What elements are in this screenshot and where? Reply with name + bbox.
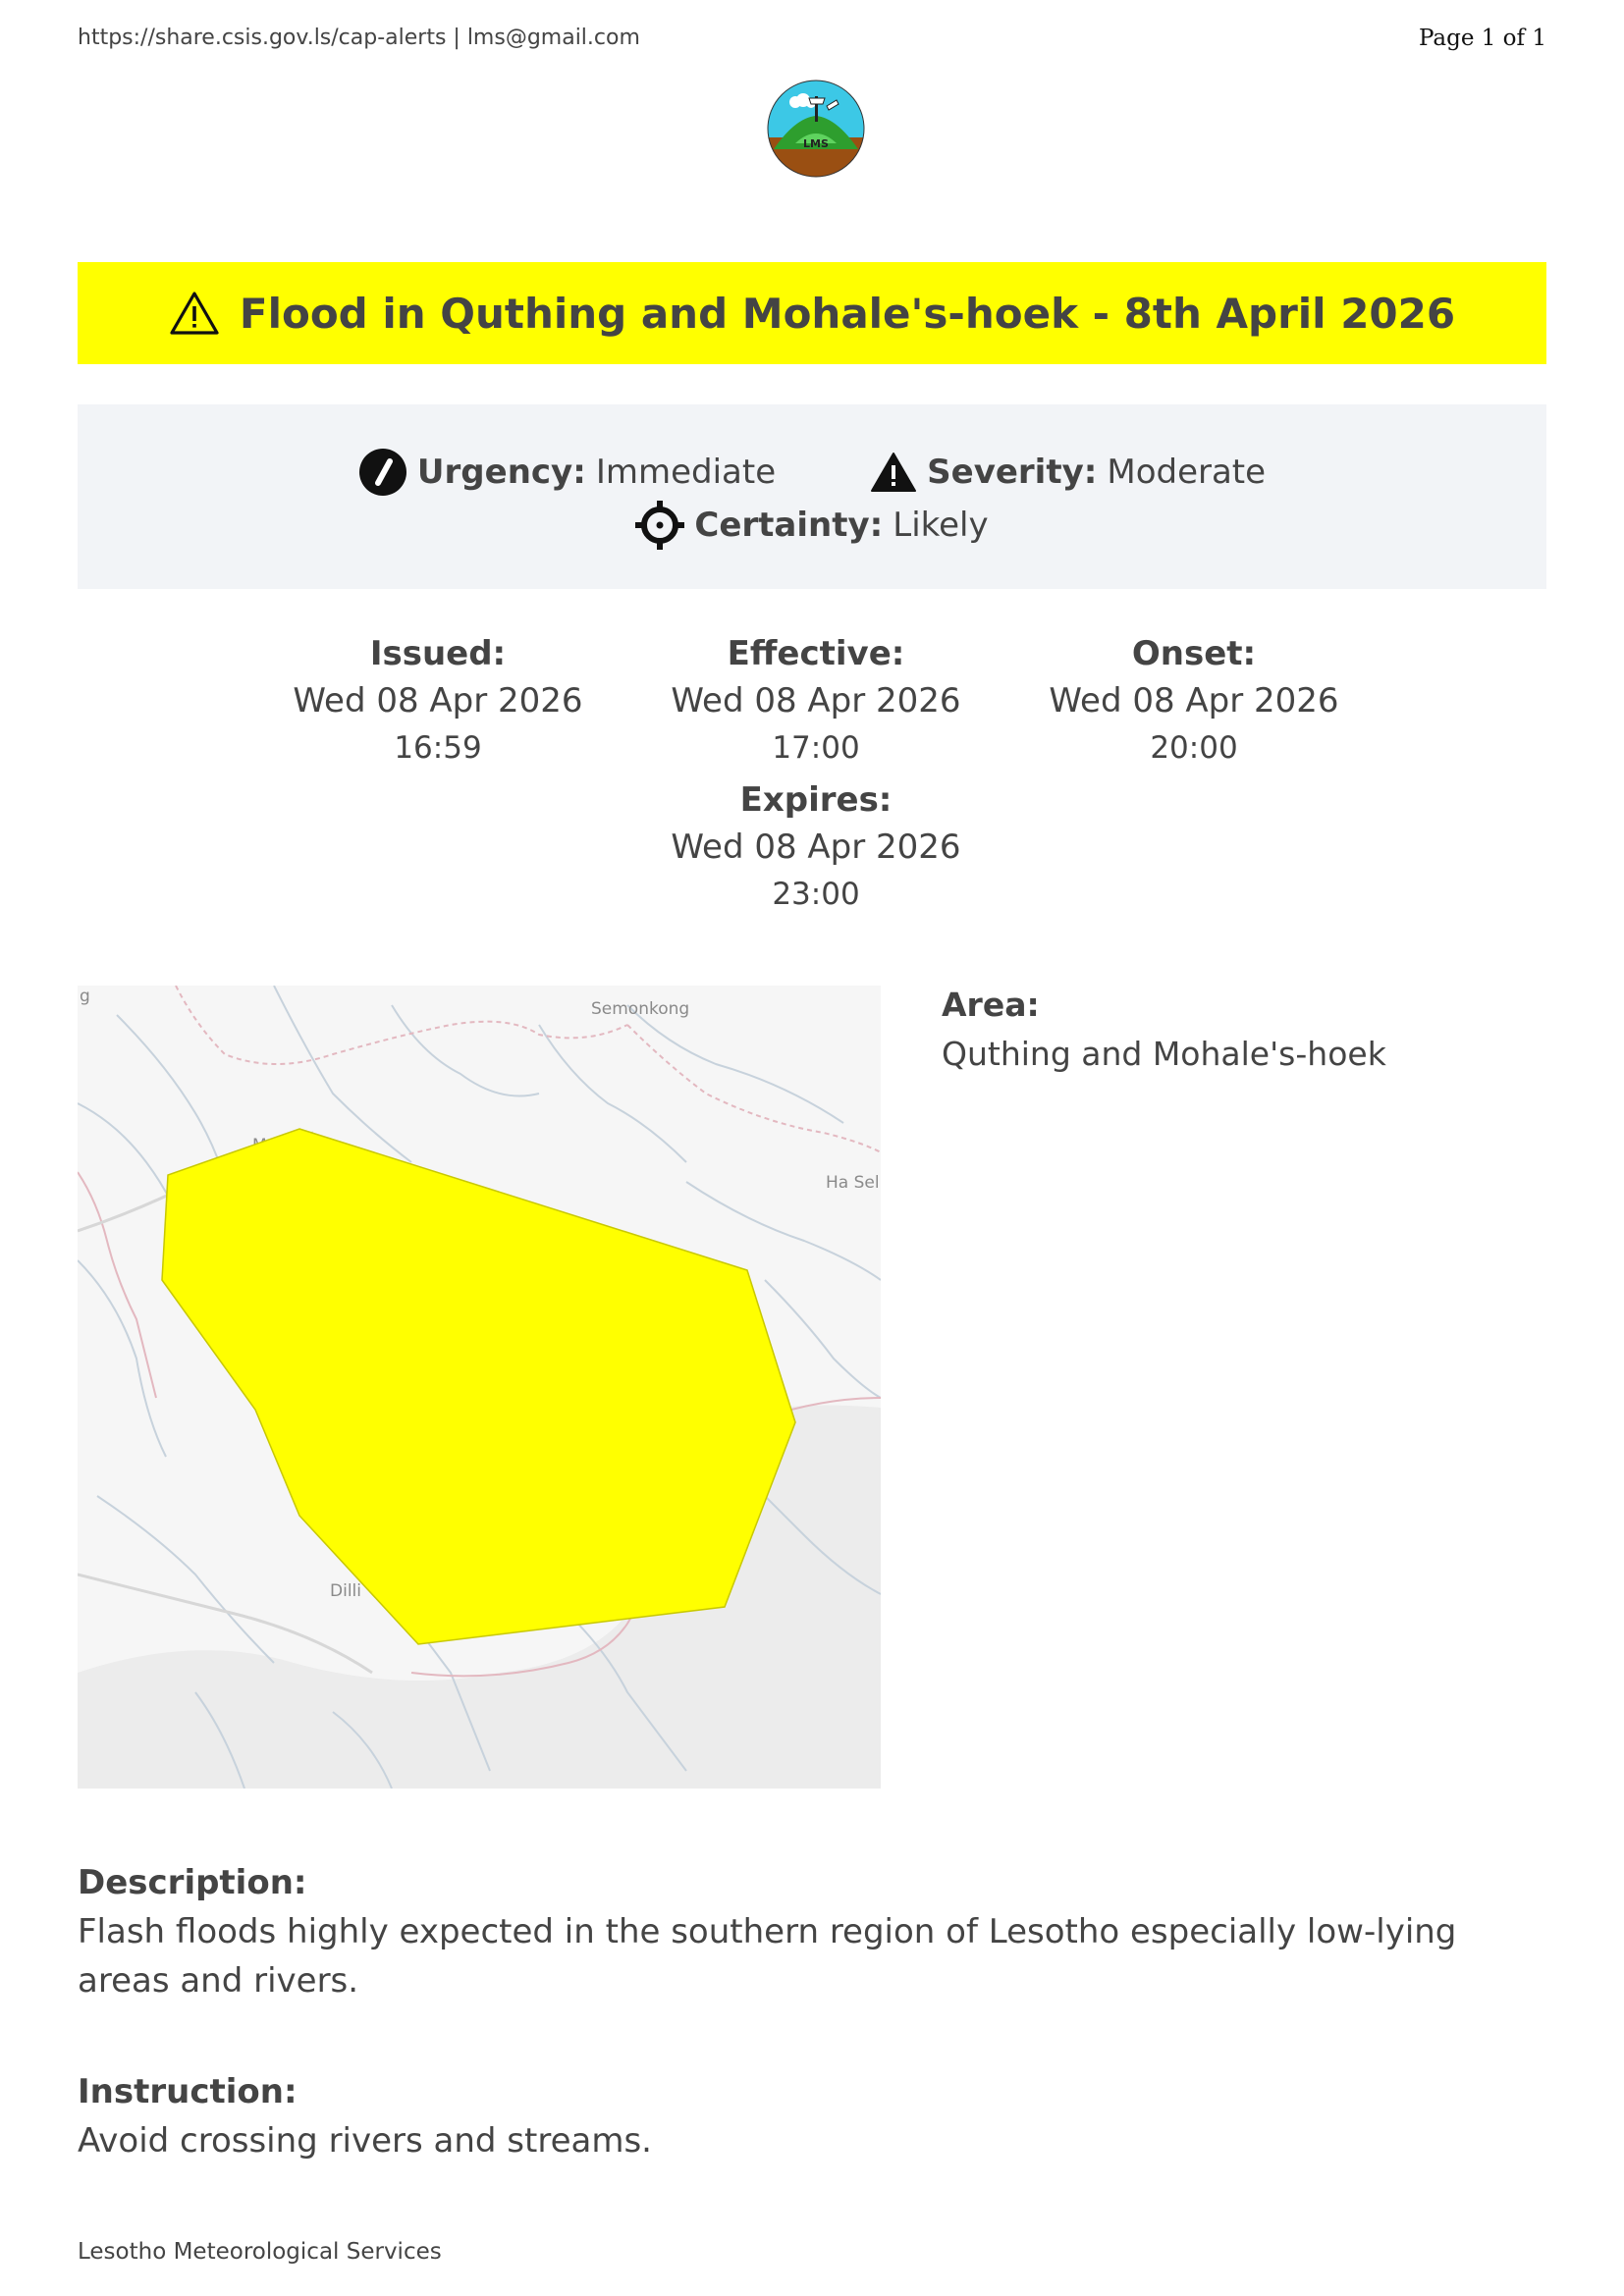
alert-area-map: [78, 986, 881, 1789]
onset-block: [1007, 632, 1380, 770]
map-label-edge: g: [80, 987, 90, 1006]
map-label-semonkong: Semonkong: [591, 999, 690, 1019]
lms-logo: [766, 79, 866, 179]
warning-triangle-icon: [169, 291, 220, 336]
instruction-text: Avoid crossing rivers and streams.: [78, 2121, 652, 2161]
alert-title: Flood in Quthing and Mohale's-hoek - 8th April 2026: [239, 289, 1456, 338]
expires-time: 23:00: [772, 877, 860, 912]
page-url-header: https://share.csis.gov.ls/cap-alerts | lms@gmail.com: [78, 26, 640, 50]
meta-row-certainty: [78, 501, 1546, 550]
expires-label: Expires:: [739, 780, 893, 820]
expires-block: [629, 778, 1002, 916]
effective-time: 17:00: [772, 730, 860, 766]
onset-time: 20:00: [1150, 730, 1238, 766]
urgency-item: [358, 448, 776, 497]
map-svg: [78, 986, 881, 1789]
clock-icon: [358, 448, 407, 497]
logo-text: LMS: [803, 137, 829, 150]
area-label: Area:: [942, 986, 1040, 1024]
instruction-label: Instruction:: [78, 2072, 298, 2111]
description-label: Description:: [78, 1863, 307, 1902]
description-text: Flash floods highly expected in the southern region of Lesotho especially low-lying areas and rivers.: [78, 1912, 1457, 2001]
alert-meta-box: [78, 404, 1546, 589]
map-label-ha-sel: Ha Sel: [826, 1173, 880, 1193]
map-label-dilli: Dilli: [330, 1581, 361, 1601]
effective-block: [629, 632, 1002, 770]
crosshair-icon: [635, 501, 684, 550]
page-number: Page 1 of 1: [1418, 26, 1546, 51]
urgency-value: Immediate: [595, 453, 777, 492]
alert-title-banner: [78, 262, 1546, 364]
certainty-value: Likely: [893, 506, 989, 545]
severity-value: Moderate: [1107, 453, 1267, 492]
certainty-item: [635, 501, 988, 550]
area-value: Quthing and Mohale's-hoek: [942, 1035, 1386, 1073]
footer-organization: Lesotho Meteorological Services: [78, 2239, 442, 2265]
severity-item: [870, 452, 1266, 493]
severity-warning-icon: [870, 452, 917, 493]
urgency-label: Urgency:: [416, 453, 586, 492]
meta-row-urgency-severity: [78, 448, 1546, 497]
effective-label: Effective:: [727, 634, 905, 673]
effective-date: Wed 08 Apr 2026: [671, 681, 961, 721]
issued-time: 16:59: [394, 730, 482, 766]
expires-date: Wed 08 Apr 2026: [671, 828, 961, 867]
issued-label: Issued:: [369, 634, 507, 673]
issued-date: Wed 08 Apr 2026: [293, 681, 583, 721]
onset-label: Onset:: [1131, 634, 1257, 673]
certainty-label: Certainty:: [694, 506, 884, 545]
issued-block: [251, 632, 624, 770]
onset-date: Wed 08 Apr 2026: [1049, 681, 1339, 721]
severity-label: Severity:: [927, 453, 1098, 492]
